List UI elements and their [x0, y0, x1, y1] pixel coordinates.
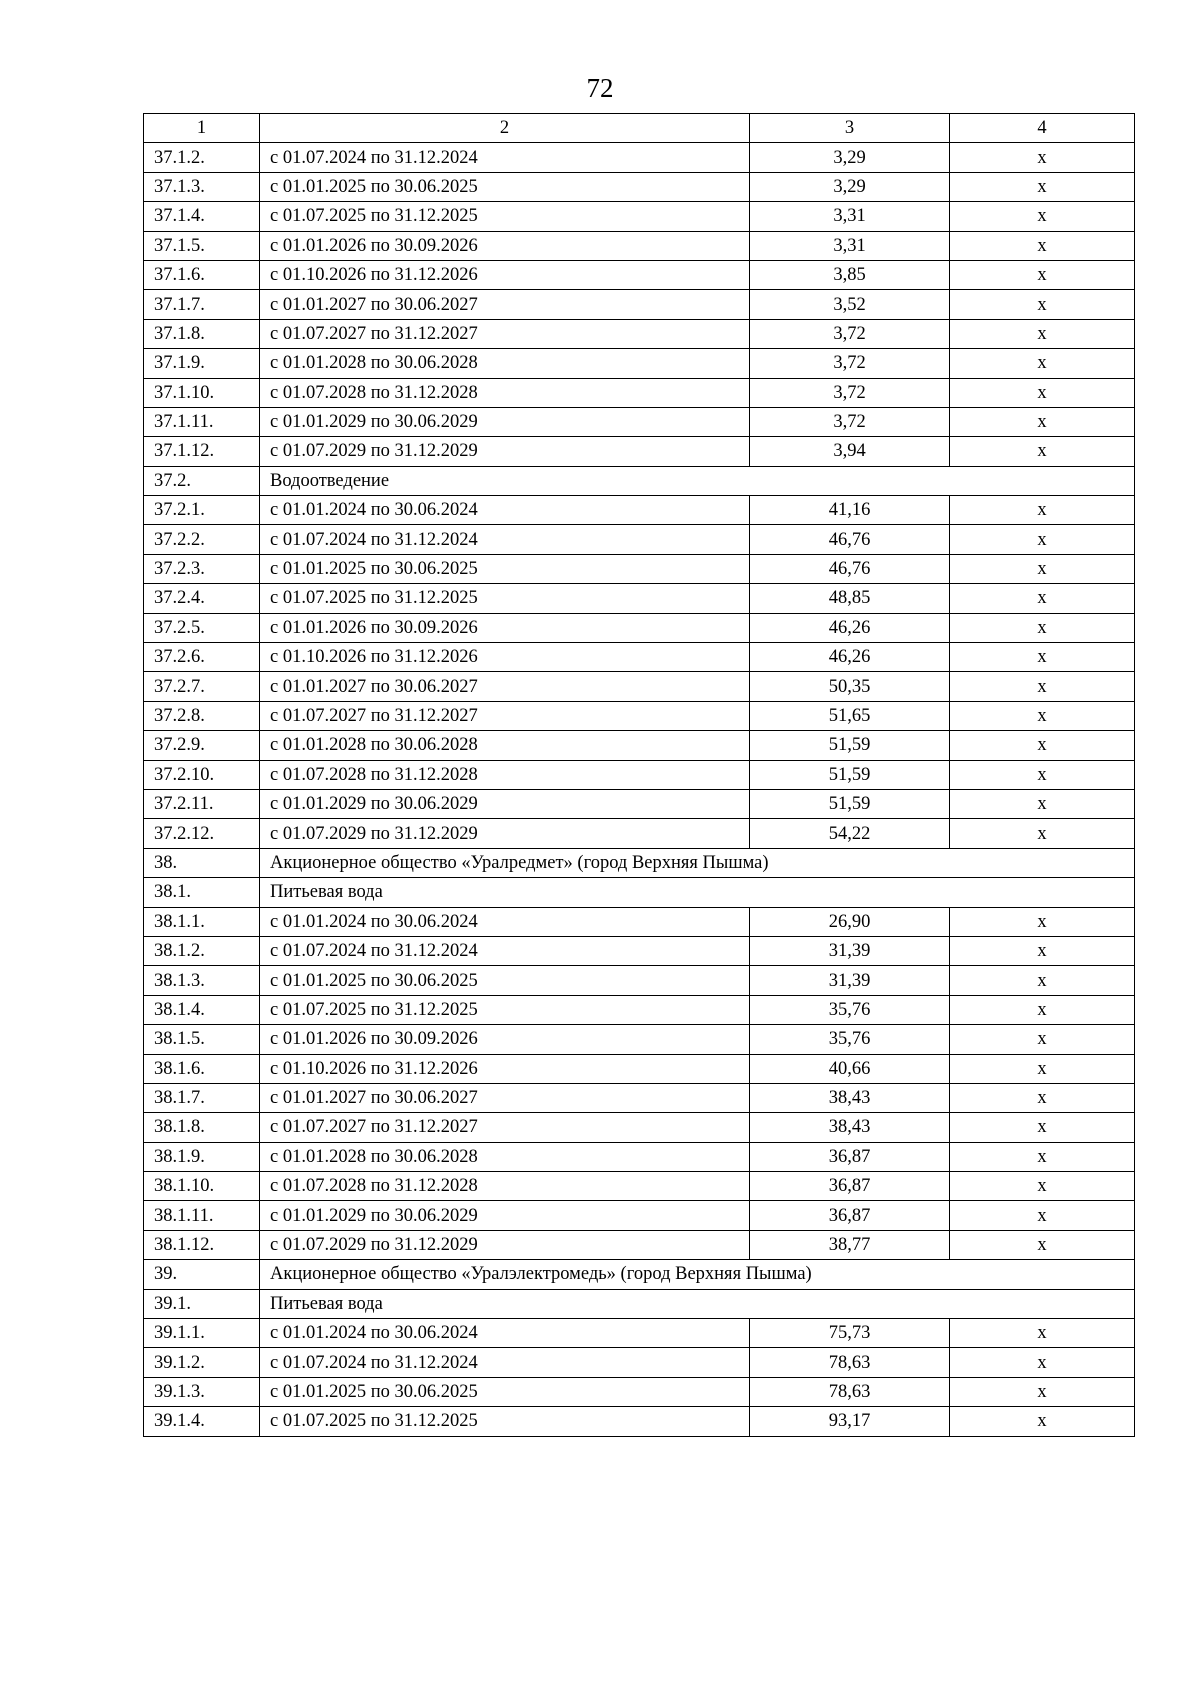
period-cell: с 01.07.2029 по 31.12.2029 [260, 1230, 750, 1259]
col4-cell: x [950, 995, 1135, 1024]
period-cell: с 01.07.2024 по 31.12.2024 [260, 143, 750, 172]
period-cell: с 01.01.2027 по 30.06.2027 [260, 672, 750, 701]
col4-cell: x [950, 1172, 1135, 1201]
col4-cell: x [950, 613, 1135, 642]
table-row [144, 1407, 1135, 1436]
col4-cell: x [950, 1377, 1135, 1406]
row-number: 37.2.3. [144, 554, 260, 583]
period-cell: с 01.01.2024 по 30.06.2024 [260, 907, 750, 936]
section-title: Акционерное общество «Уралэлектромедь» (город Верхняя Пышма) [260, 1260, 1135, 1289]
value-cell: 36,87 [750, 1201, 950, 1230]
col4-cell: x [950, 349, 1135, 378]
value-cell: 75,73 [750, 1319, 950, 1348]
col4-cell: x [950, 819, 1135, 848]
col4-cell: x [950, 907, 1135, 936]
period-cell: с 01.01.2024 по 30.06.2024 [260, 496, 750, 525]
col4-cell: x [950, 731, 1135, 760]
value-cell: 38,43 [750, 1113, 950, 1142]
col4-cell: x [950, 260, 1135, 289]
value-cell: 3,29 [750, 172, 950, 201]
period-cell: с 01.07.2025 по 31.12.2025 [260, 995, 750, 1024]
table-row [144, 1025, 1135, 1054]
value-cell: 46,26 [750, 643, 950, 672]
period-cell: с 01.01.2029 по 30.06.2029 [260, 789, 750, 818]
section-row [144, 848, 1135, 877]
period-cell: с 01.01.2025 по 30.06.2025 [260, 966, 750, 995]
col4-cell: x [950, 525, 1135, 554]
row-number: 39.1.4. [144, 1407, 260, 1436]
value-cell: 35,76 [750, 1025, 950, 1054]
row-number: 37.1.2. [144, 143, 260, 172]
value-cell: 48,85 [750, 584, 950, 613]
header-cell-4: 4 [950, 114, 1135, 143]
value-cell: 46,26 [750, 613, 950, 642]
col4-cell: x [950, 760, 1135, 789]
row-number: 37.1.10. [144, 378, 260, 407]
period-cell: с 01.07.2024 по 31.12.2024 [260, 1348, 750, 1377]
period-cell: с 01.07.2029 по 31.12.2029 [260, 819, 750, 848]
row-number: 37.2.7. [144, 672, 260, 701]
table-row [144, 1377, 1135, 1406]
row-number: 37.2.11. [144, 789, 260, 818]
col4-cell: x [950, 1319, 1135, 1348]
period-cell: с 01.01.2025 по 30.06.2025 [260, 554, 750, 583]
value-cell: 3,52 [750, 290, 950, 319]
table-row [144, 613, 1135, 642]
col4-cell: x [950, 1025, 1135, 1054]
col4-cell: x [950, 1230, 1135, 1259]
value-cell: 51,59 [750, 731, 950, 760]
row-number: 37.1.8. [144, 319, 260, 348]
table-row [144, 231, 1135, 260]
value-cell: 51,65 [750, 701, 950, 730]
period-cell: с 01.01.2027 по 30.06.2027 [260, 1083, 750, 1112]
value-cell: 46,76 [750, 525, 950, 554]
row-number: 37.2.4. [144, 584, 260, 613]
value-cell: 50,35 [750, 672, 950, 701]
row-number: 39.1.2. [144, 1348, 260, 1377]
col4-cell: x [950, 789, 1135, 818]
value-cell: 3,29 [750, 143, 950, 172]
col4-cell: x [950, 1142, 1135, 1171]
col4-cell: x [950, 172, 1135, 201]
col4-cell: x [950, 290, 1135, 319]
row-number: 37.2.5. [144, 613, 260, 642]
table-row [144, 525, 1135, 554]
col4-cell: x [950, 701, 1135, 730]
period-cell: с 01.07.2028 по 31.12.2028 [260, 378, 750, 407]
table-row [144, 496, 1135, 525]
row-number: 37.1.5. [144, 231, 260, 260]
section-row [144, 1289, 1135, 1318]
table-row [144, 143, 1135, 172]
period-cell: с 01.01.2026 по 30.09.2026 [260, 1025, 750, 1054]
table-row [144, 731, 1135, 760]
section-row [144, 1260, 1135, 1289]
row-number: 37.1.4. [144, 202, 260, 231]
row-number: 37.1.3. [144, 172, 260, 201]
table-row [144, 936, 1135, 965]
value-cell: 54,22 [750, 819, 950, 848]
row-number: 38.1.12. [144, 1230, 260, 1259]
row-number: 37.1.9. [144, 349, 260, 378]
row-number: 39.1.1. [144, 1319, 260, 1348]
value-cell: 31,39 [750, 936, 950, 965]
row-number: 37.1.12. [144, 437, 260, 466]
table-row [144, 966, 1135, 995]
header-cell-2: 2 [260, 114, 750, 143]
value-cell: 93,17 [750, 1407, 950, 1436]
tariff-table [143, 113, 1135, 1437]
table-row [144, 1201, 1135, 1230]
col4-cell: x [950, 1113, 1135, 1142]
header-cell-3: 3 [750, 114, 950, 143]
col4-cell: x [950, 1054, 1135, 1083]
table-row [144, 554, 1135, 583]
period-cell: с 01.01.2025 по 30.06.2025 [260, 1377, 750, 1406]
period-cell: с 01.07.2025 по 31.12.2025 [260, 584, 750, 613]
table-row [144, 407, 1135, 436]
period-cell: с 01.10.2026 по 31.12.2026 [260, 643, 750, 672]
value-cell: 38,77 [750, 1230, 950, 1259]
col4-cell: x [950, 143, 1135, 172]
row-number: 37.1.11. [144, 407, 260, 436]
value-cell: 36,87 [750, 1172, 950, 1201]
row-number: 38.1.3. [144, 966, 260, 995]
header-cell-1: 1 [144, 114, 260, 143]
period-cell: с 01.01.2026 по 30.09.2026 [260, 231, 750, 260]
value-cell: 78,63 [750, 1348, 950, 1377]
section-title: Водоотведение [260, 466, 1135, 495]
row-number: 37.2. [144, 466, 260, 495]
table-row [144, 995, 1135, 1024]
col4-cell: x [950, 584, 1135, 613]
row-number: 37.2.8. [144, 701, 260, 730]
table-row [144, 319, 1135, 348]
col4-cell: x [950, 1083, 1135, 1112]
section-row [144, 466, 1135, 495]
row-number: 37.2.1. [144, 496, 260, 525]
period-cell: с 01.01.2028 по 30.06.2028 [260, 731, 750, 760]
table-row [144, 789, 1135, 818]
col4-cell: x [950, 1348, 1135, 1377]
value-cell: 3,72 [750, 407, 950, 436]
section-title: Акционерное общество «Уралредмет» (город Верхняя Пышма) [260, 848, 1135, 877]
value-cell: 3,72 [750, 378, 950, 407]
table-row [144, 584, 1135, 613]
period-cell: с 01.07.2025 по 31.12.2025 [260, 202, 750, 231]
period-cell: с 01.07.2027 по 31.12.2027 [260, 319, 750, 348]
row-number: 39. [144, 1260, 260, 1289]
table-row [144, 907, 1135, 936]
value-cell: 41,16 [750, 496, 950, 525]
value-cell: 78,63 [750, 1377, 950, 1406]
value-cell: 40,66 [750, 1054, 950, 1083]
section-row [144, 878, 1135, 907]
period-cell: с 01.07.2029 по 31.12.2029 [260, 437, 750, 466]
table-row [144, 1142, 1135, 1171]
table-row [144, 437, 1135, 466]
table-row [144, 172, 1135, 201]
table-body [144, 114, 1135, 1437]
value-cell: 46,76 [750, 554, 950, 583]
value-cell: 51,59 [750, 760, 950, 789]
period-cell: с 01.01.2028 по 30.06.2028 [260, 349, 750, 378]
col4-cell: x [950, 231, 1135, 260]
table-row [144, 290, 1135, 319]
period-cell: с 01.01.2024 по 30.06.2024 [260, 1319, 750, 1348]
value-cell: 3,72 [750, 349, 950, 378]
table-row [144, 378, 1135, 407]
col4-cell: x [950, 437, 1135, 466]
row-number: 37.2.12. [144, 819, 260, 848]
period-cell: с 01.07.2024 по 31.12.2024 [260, 525, 750, 554]
table-row [144, 760, 1135, 789]
table-row [144, 260, 1135, 289]
period-cell: с 01.07.2024 по 31.12.2024 [260, 936, 750, 965]
col4-cell: x [950, 966, 1135, 995]
col4-cell: x [950, 319, 1135, 348]
value-cell: 38,43 [750, 1083, 950, 1112]
col4-cell: x [950, 1407, 1135, 1436]
value-cell: 35,76 [750, 995, 950, 1024]
col4-cell: x [950, 1201, 1135, 1230]
col4-cell: x [950, 643, 1135, 672]
row-number: 38.1.4. [144, 995, 260, 1024]
row-number: 38.1.7. [144, 1083, 260, 1112]
row-number: 38.1.2. [144, 936, 260, 965]
table-row [144, 1319, 1135, 1348]
header-row [144, 114, 1135, 143]
table-row [144, 1083, 1135, 1112]
table-row [144, 1172, 1135, 1201]
period-cell: с 01.01.2027 по 30.06.2027 [260, 290, 750, 319]
row-number: 37.2.6. [144, 643, 260, 672]
period-cell: с 01.01.2026 по 30.09.2026 [260, 613, 750, 642]
value-cell: 3,31 [750, 231, 950, 260]
row-number: 38.1.9. [144, 1142, 260, 1171]
value-cell: 3,85 [750, 260, 950, 289]
period-cell: с 01.01.2029 по 30.06.2029 [260, 1201, 750, 1230]
value-cell: 3,72 [750, 319, 950, 348]
value-cell: 3,94 [750, 437, 950, 466]
row-number: 39.1.3. [144, 1377, 260, 1406]
period-cell: с 01.01.2029 по 30.06.2029 [260, 407, 750, 436]
value-cell: 51,59 [750, 789, 950, 818]
period-cell: с 01.10.2026 по 31.12.2026 [260, 1054, 750, 1083]
col4-cell: x [950, 672, 1135, 701]
row-number: 38.1.10. [144, 1172, 260, 1201]
row-number: 38.1.11. [144, 1201, 260, 1230]
period-cell: с 01.10.2026 по 31.12.2026 [260, 260, 750, 289]
value-cell: 26,90 [750, 907, 950, 936]
row-number: 37.1.6. [144, 260, 260, 289]
col4-cell: x [950, 378, 1135, 407]
table-row [144, 1230, 1135, 1259]
col4-cell: x [950, 407, 1135, 436]
row-number: 38. [144, 848, 260, 877]
row-number: 38.1. [144, 878, 260, 907]
value-cell: 3,31 [750, 202, 950, 231]
table-row [144, 1348, 1135, 1377]
col4-cell: x [950, 202, 1135, 231]
col4-cell: x [950, 554, 1135, 583]
table-row [144, 643, 1135, 672]
row-number: 37.2.2. [144, 525, 260, 554]
period-cell: с 01.01.2028 по 30.06.2028 [260, 1142, 750, 1171]
col4-cell: x [950, 936, 1135, 965]
period-cell: с 01.07.2028 по 31.12.2028 [260, 760, 750, 789]
period-cell: с 01.01.2025 по 30.06.2025 [260, 172, 750, 201]
table-row [144, 701, 1135, 730]
table-row [144, 1054, 1135, 1083]
row-number: 37.1.7. [144, 290, 260, 319]
row-number: 39.1. [144, 1289, 260, 1318]
row-number: 37.2.9. [144, 731, 260, 760]
row-number: 37.2.10. [144, 760, 260, 789]
value-cell: 36,87 [750, 1142, 950, 1171]
table-row [144, 672, 1135, 701]
table-row [144, 1113, 1135, 1142]
col4-cell: x [950, 496, 1135, 525]
period-cell: с 01.07.2027 по 31.12.2027 [260, 1113, 750, 1142]
section-title: Питьевая вода [260, 878, 1135, 907]
period-cell: с 01.07.2028 по 31.12.2028 [260, 1172, 750, 1201]
row-number: 38.1.1. [144, 907, 260, 936]
value-cell: 31,39 [750, 966, 950, 995]
table-row [144, 819, 1135, 848]
row-number: 38.1.8. [144, 1113, 260, 1142]
section-title: Питьевая вода [260, 1289, 1135, 1318]
period-cell: с 01.07.2025 по 31.12.2025 [260, 1407, 750, 1436]
period-cell: с 01.07.2027 по 31.12.2027 [260, 701, 750, 730]
row-number: 38.1.6. [144, 1054, 260, 1083]
row-number: 38.1.5. [144, 1025, 260, 1054]
page-number: 72 [586, 73, 614, 103]
table-row [144, 349, 1135, 378]
table-row [144, 202, 1135, 231]
